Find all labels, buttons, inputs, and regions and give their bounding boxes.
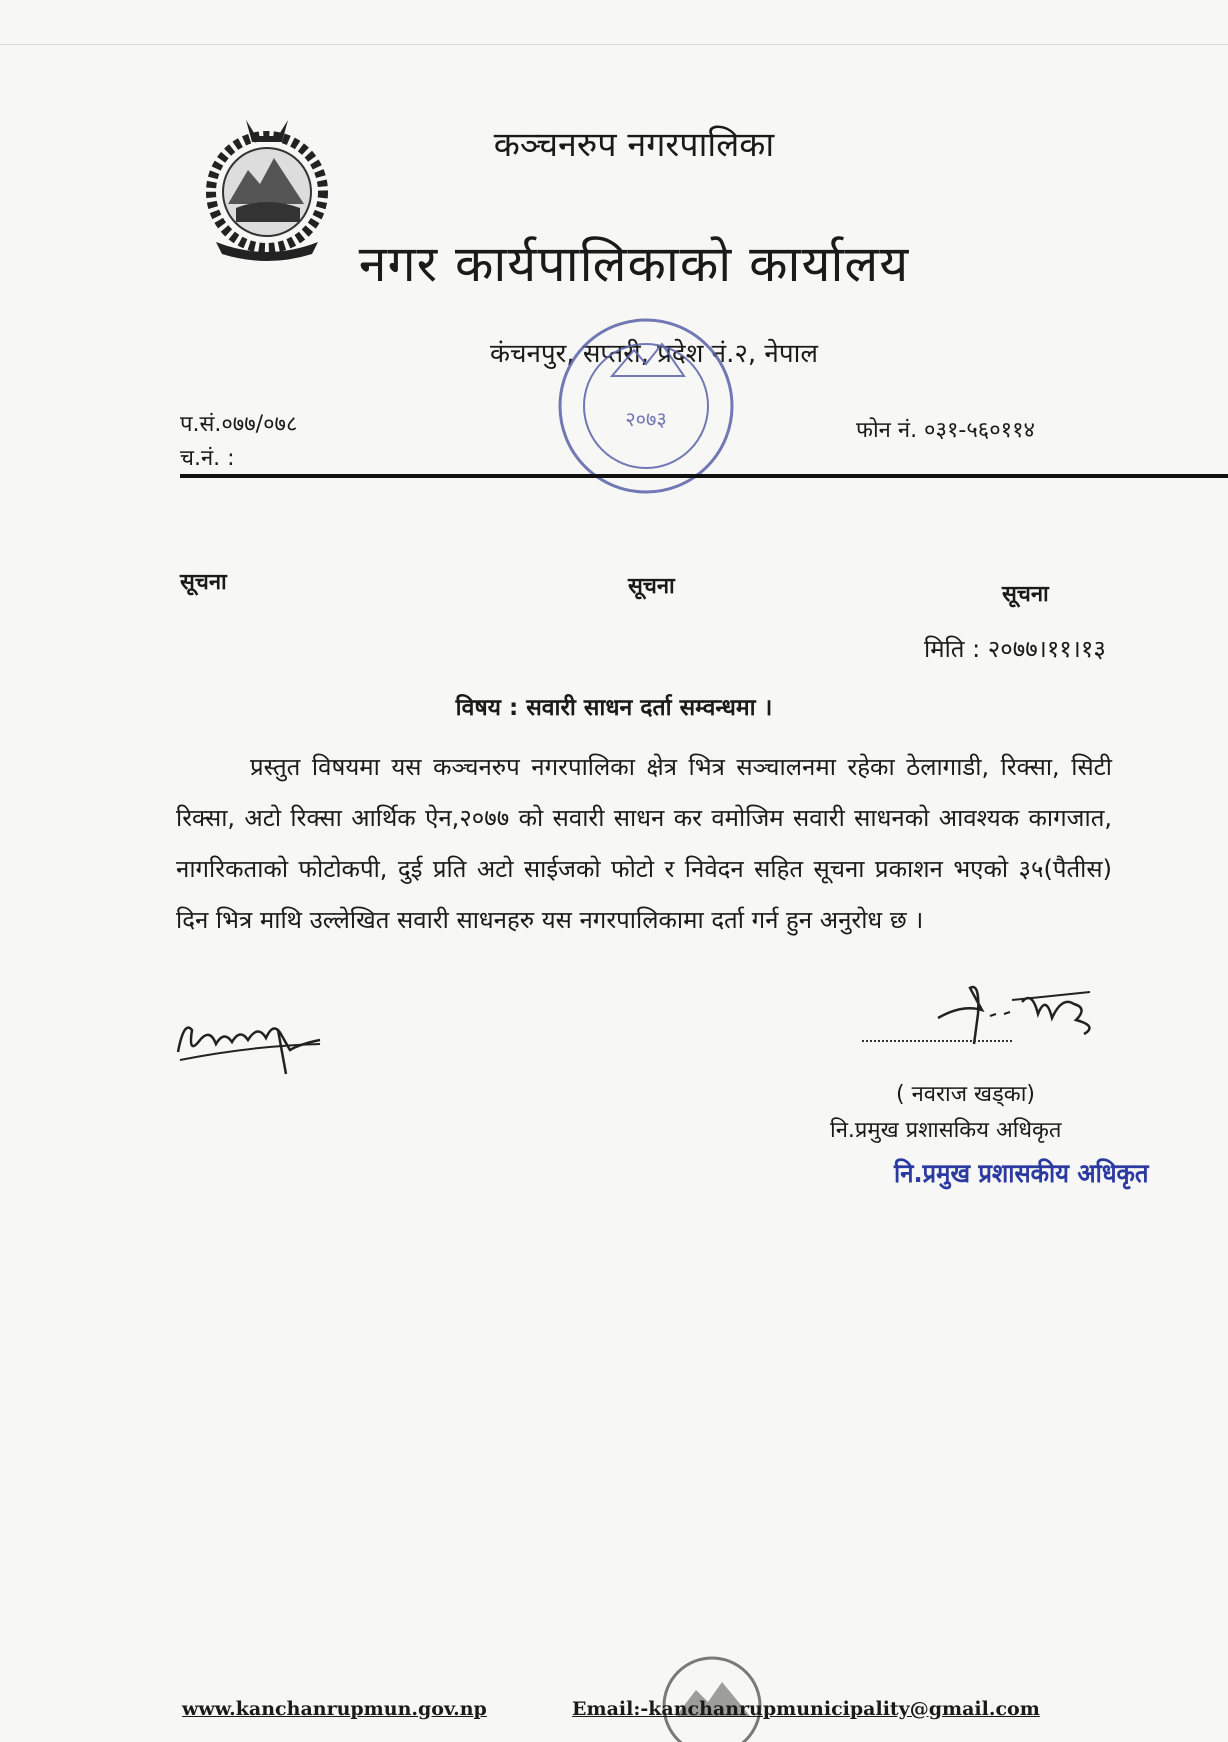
office-address: कंचनपुर, सप्तरी, प्रदेश नं.२, नेपाल — [490, 339, 818, 369]
signatory-title: नि.प्रमुख प्रशासकिय अधिकृत — [830, 1118, 1062, 1143]
signature-line — [862, 1040, 1012, 1042]
letter-date: मिति : २०७७।११।१३ — [924, 635, 1106, 663]
reference-number: प.सं.०७७/०७८ — [180, 412, 298, 437]
footer-seal-icon — [652, 1646, 772, 1742]
office-title: नगर कार्यपालिकाको कार्यालय — [358, 235, 910, 293]
phone-number: फोन नं. ०३१-५६०११४ — [856, 418, 1035, 443]
signatory-name: ( नवराज खड्का) — [896, 1082, 1035, 1107]
left-signature-icon — [170, 1000, 330, 1080]
dispatch-number: च.नं. : — [180, 446, 235, 471]
footer-website-link[interactable]: www.kanchanrupmun.gov.np — [182, 1698, 487, 1720]
notice-label-right: सूचना — [1002, 582, 1049, 607]
header-divider — [180, 474, 1228, 478]
footer-email-link[interactable]: Email:-kanchanrupmunicipality@gmail.com — [572, 1698, 1040, 1720]
right-signature-icon — [862, 974, 1112, 1054]
scan-edge-line — [0, 44, 1228, 45]
seal-year: २०७३ — [625, 407, 667, 431]
designation-stamp: नि.प्रमुख प्रशासकीय अधिकृत — [894, 1159, 1149, 1189]
notice-label-center: सूचना — [628, 574, 675, 599]
office-seal-icon — [546, 306, 746, 516]
municipality-name: कञ्चनरुप नगरपालिका — [493, 125, 775, 165]
letter-subject: विषय : सवारी साधन दर्ता सम्वन्धमा । — [455, 695, 773, 721]
notice-label-left: सूचना — [180, 570, 227, 595]
letter-body: प्रस्तुत विषयमा यस कञ्चनरुप नगरपालिका क्षेत्र भित्र सञ्चालनमा रहेका ठेलागाडी, रिक्सा, सिटी रिक्सा, अटो रिक्सा आर्थिक ऐन,२०७७ को सवारी साधन कर वमोजिम सवारी साधनको आवश्यक कागजात, नागरिकताको फोटोकपी, दुई प्रति अटो साईजको फोटो र निवेदन सहित सूचना प्रकाशन भएको ३५(पैतीस) दिन भित्र माथि उल्लेखित सवारी साधनहरु यस नगरपालिकामा दर्ता गर्न हुन अनुरोध छ । — [176, 753, 1112, 934]
